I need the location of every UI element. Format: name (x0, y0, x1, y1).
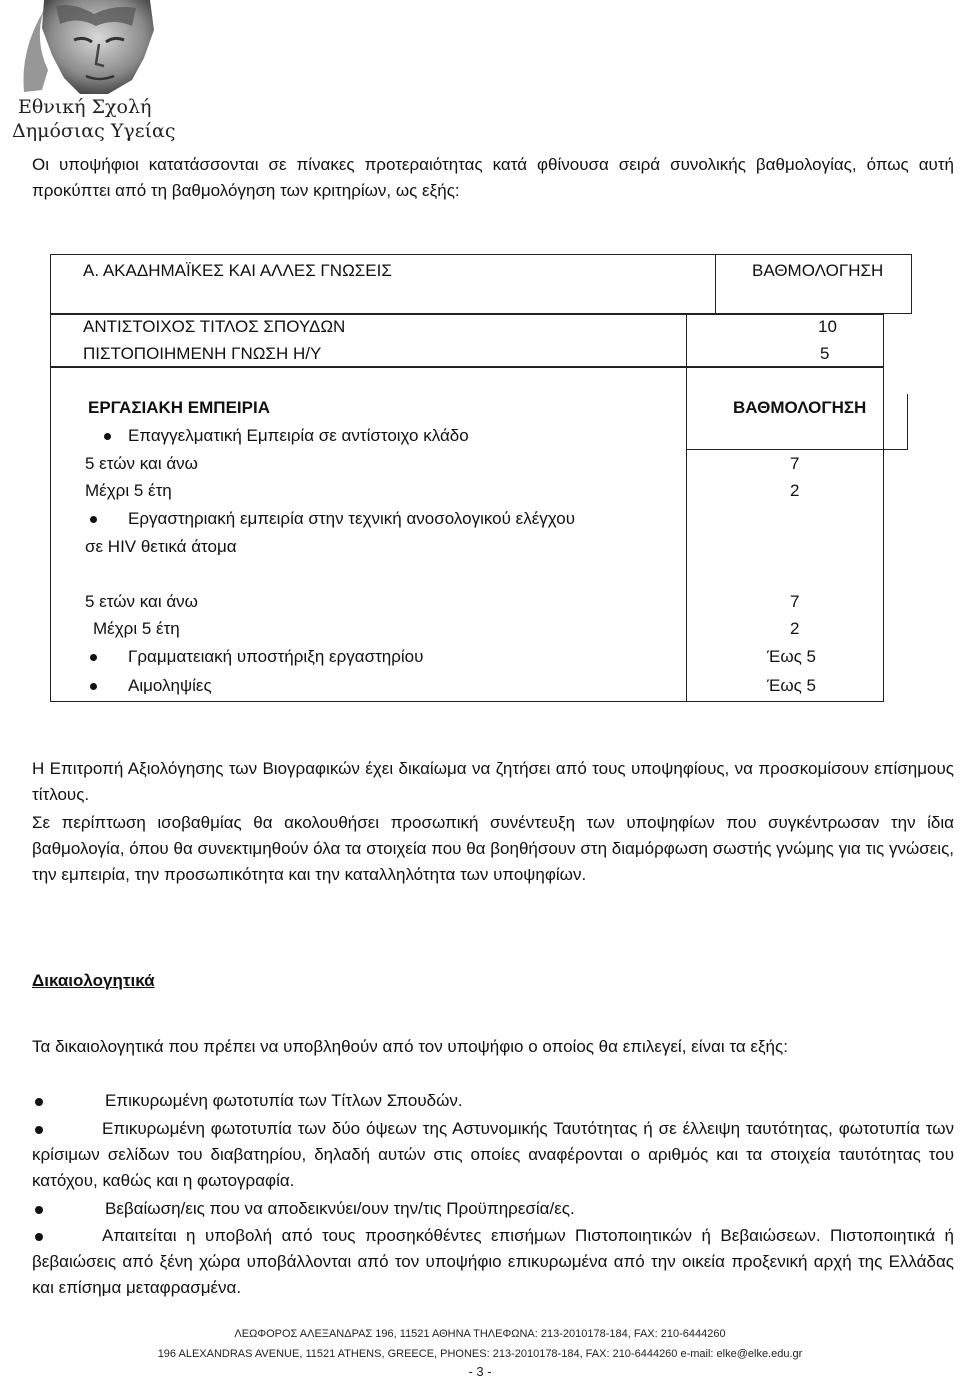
committee-paragraph: Η Επιτροπή Αξιολόγησης των Βιογραφικών έχει δικαίωμα να ζητήσει από τους υποψηφίους, να προσκομίσουν επίσημους τίτλους. (32, 759, 954, 804)
table-a-row-2-score: 5 (820, 344, 830, 363)
table-a-row-2-label: ΠΙΣΤΟΠΟΙΗΜΕΝΗ ΓΝΩΣΗ Η/Υ (83, 344, 322, 363)
page-number: - 3 - (468, 1364, 492, 1379)
table-b-row-4-score: 2 (790, 619, 800, 638)
school-logo (4, 0, 204, 148)
table-b-bullet-4-score: Έως 5 (767, 676, 816, 695)
table-b-row-2-label: Μέχρι 5 έτη (85, 481, 172, 500)
bullet-icon (90, 683, 97, 690)
classical-head-icon (4, 0, 204, 96)
bullet-icon (90, 654, 97, 661)
footer-address-gr: ΛΕΩΦΟΡΟΣ ΑΛΕΞΑΝΔΡΑΣ 196, 11521 ΑΘΗΝΑ ΤΗΛΕΦΩΝΑ: 213-2010178-184, FAX: 210-6444260 (234, 1328, 726, 1340)
table-a-row-1-label: ΑΝΤΙΣΤΟΙΧΟΣ ΤΙΤΛΟΣ ΣΠΟΥΔΩΝ (83, 317, 346, 336)
table-a-heading: Α. ΑΚΑΔΗΜΑΪΚΕΣ ΚΑΙ ΑΛΛΕΣ ΓΝΩΣΕΙΣ (83, 261, 392, 280)
bullet-icon (90, 516, 97, 523)
table-a-row-1-score: 10 (818, 317, 837, 336)
table-b-score-heading: ΒΑΘΜΟΛΟΓΗΣΗ (733, 398, 867, 417)
bullet-icon (35, 1098, 43, 1106)
table-b-row-3-score: 7 (790, 592, 800, 611)
table-a-score-heading: ΒΑΘΜΟΛΟΓΗΣΗ (752, 261, 884, 280)
table-b-row-1-score: 7 (790, 454, 800, 473)
document-item-1: Επικυρωμένη φωτοτυπία των Τίτλων Σπουδών. (105, 1091, 463, 1110)
table-a-body-divider (686, 314, 687, 368)
table-b-row-4-label: Μέχρι 5 έτη (93, 619, 180, 638)
documents-intro: Τα δικαιολογητικά που πρέπει να υποβληθούν από τον υποψήφιο ο οποίος θα επιλεγεί, είναι τα εξής: (32, 1037, 788, 1056)
table-b-bullet-3-score: Έως 5 (767, 647, 816, 666)
table-b-bullet-2-line-1: Εργαστηριακή εμπειρία στην τεχνική ανοσολογικού ελέγχου (128, 509, 575, 528)
table-b-bullet-1: Επαγγελματική Εμπειρία σε αντίστοιχο κλάδο (128, 426, 469, 445)
logo-line-2: Δημόσιας Υγείας (12, 120, 176, 142)
bullet-icon (104, 433, 111, 440)
table-b-row-1-label: 5 ετών και άνω (85, 454, 198, 473)
footer-address-en: 196 ALEXANDRAS AVENUE, 11521 ATHENS, GREECE, PHONES: 213-2010178-184, FAX: 210-6444260 e-mail: elke@elke.edu.gr (157, 1348, 803, 1360)
document-item-3: Βεβαίωση/εις που να αποδεικνύει/ουν την/τις Προϋπηρεσία/ες. (105, 1199, 575, 1218)
table-a-header-divider (715, 254, 716, 314)
logo-line-1: Εθνική Σχολή (18, 96, 152, 118)
table-b-bullet-4-label: Αιμοληψίες (128, 676, 212, 695)
document-item-2: Επικυρωμένη φωτοτυπία των δύο όψεων της Αστυνομικής Ταυτότητας ή σε έλλειψη ταυτότητας, φωτοτυπία των κρίσιμων σελίδων του διαβατηρίου, δηλαδή αυτών στις οποίες αναφέρονται ο αριθμός και τα στοιχεία ταυτότητας του κατόχου, καθώς και η φωτογραφία. (32, 1119, 954, 1190)
table-b-heading: ΕΡΓΑΣΙΑΚΗ ΕΜΠΕΙΡΙΑ (88, 398, 270, 417)
intro-paragraph: Οι υποψήφιοι κατατάσσονται σε πίνακες προτεραιότητας κατά φθίνουσα σειρά συνολικής βαθμολογίας, όπως αυτή προκύπτει από τη βαθμολόγηση των κριτηρίων, ως εξής: (32, 155, 954, 200)
tie-paragraph: Σε περίπτωση ισοβαθμίας θα ακολουθήσει προσωπική συνέντευξη των υποψηφίων που συγκέντρωσαν την ίδια βαθμολογία, όπου θα συνεκτιμηθούν όλα τα στοιχεία που θα βοηθήσουν στη διαμόρφωση σωστής γνώμης για τις γνώσεις, την εμπειρία, την προσωπικότητα και την καταλληλότητα των υποψηφίων. (32, 813, 954, 884)
table-b-row-2-score: 2 (790, 481, 800, 500)
table-b-row-3-label: 5 ετών και άνω (85, 592, 198, 611)
table-b-bullet-3-label: Γραμματειακή υποστήριξη εργαστηρίου (128, 647, 424, 666)
table-b-bullet-2-line-2: σε HIV θετικά άτομα (85, 537, 237, 556)
documents-heading: Δικαιολογητικά (32, 971, 155, 990)
bullet-icon (35, 1206, 43, 1214)
document-item-4: Απαιτείται η υποβολή από τους προσηκόθέντες επισήμων Πιστοποιητικών ή Βεβαιώσεων. Πιστοποιητικά ή βεβαιώσεις από ξένη χώρα υποβάλλονται από τον υποψήφιο επικυρωμένα από την οικεία προξενική αρχή της Ελλάδας και επίσημα μεταφρασμένα. (32, 1226, 954, 1297)
